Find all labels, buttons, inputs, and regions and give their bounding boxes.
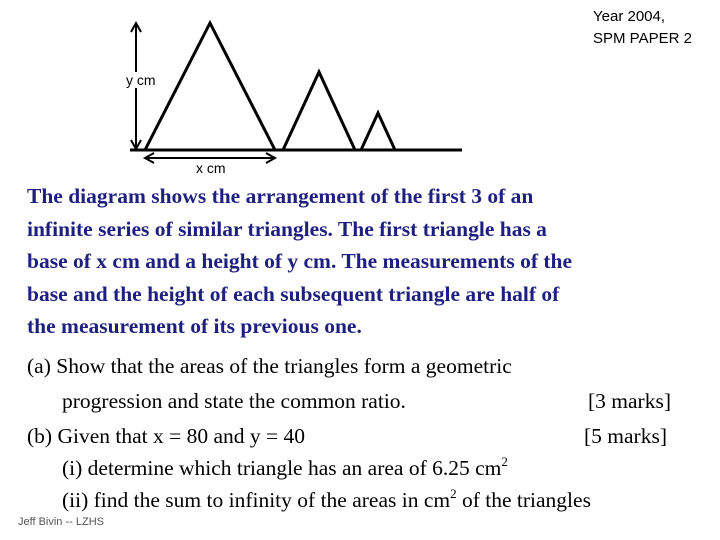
statement-line: base of x cm and a height of y cm. The measurements of the	[27, 249, 573, 273]
height-label: y cm	[126, 72, 156, 88]
question-b-ii	[62, 488, 591, 513]
question-a-line1: (a) Show that the areas of the triangles form a geometric	[27, 354, 512, 378]
footer-credit: Jeff Bivin -- LZHS	[18, 516, 104, 528]
triangle-2	[283, 72, 355, 150]
header-year: Year 2004,	[593, 8, 666, 25]
statement-line: base and the height of each subsequent triangle are half of	[27, 281, 560, 306]
statement-line: the measurement of its previous one.	[27, 314, 362, 338]
question-a-marks: [3 marks]	[588, 389, 671, 413]
question-b-ii-sup: 2	[450, 486, 457, 501]
question-b-ii-text: (ii) find the sum to infinity of the areas in cm	[62, 488, 451, 512]
question-b-i-sup: 2	[501, 454, 508, 469]
question-b-marks: [5 marks]	[584, 424, 667, 448]
statement-line: The diagram shows the arrangement of the first 3 of an	[27, 184, 534, 208]
question-b-ii-tail: of the triangles	[456, 488, 591, 512]
question-a-line2: progression and state the common ratio.	[62, 389, 406, 413]
base-label: x cm	[196, 160, 226, 176]
triangles-diagram	[0, 0, 720, 180]
header-paper: SPM PAPER 2	[593, 30, 692, 47]
statement-line: infinite series of similar triangles. The first triangle has a	[27, 216, 547, 241]
triangle-3	[361, 113, 395, 150]
triangle-1	[145, 23, 275, 150]
question-b-i-text: (i) determine which triangle has an area of 6.25 cm	[62, 456, 502, 480]
problem-statement	[27, 180, 707, 343]
question-b-line1: (b) Given that x = 80 and y = 40	[27, 424, 306, 448]
question-b-i	[62, 456, 508, 481]
